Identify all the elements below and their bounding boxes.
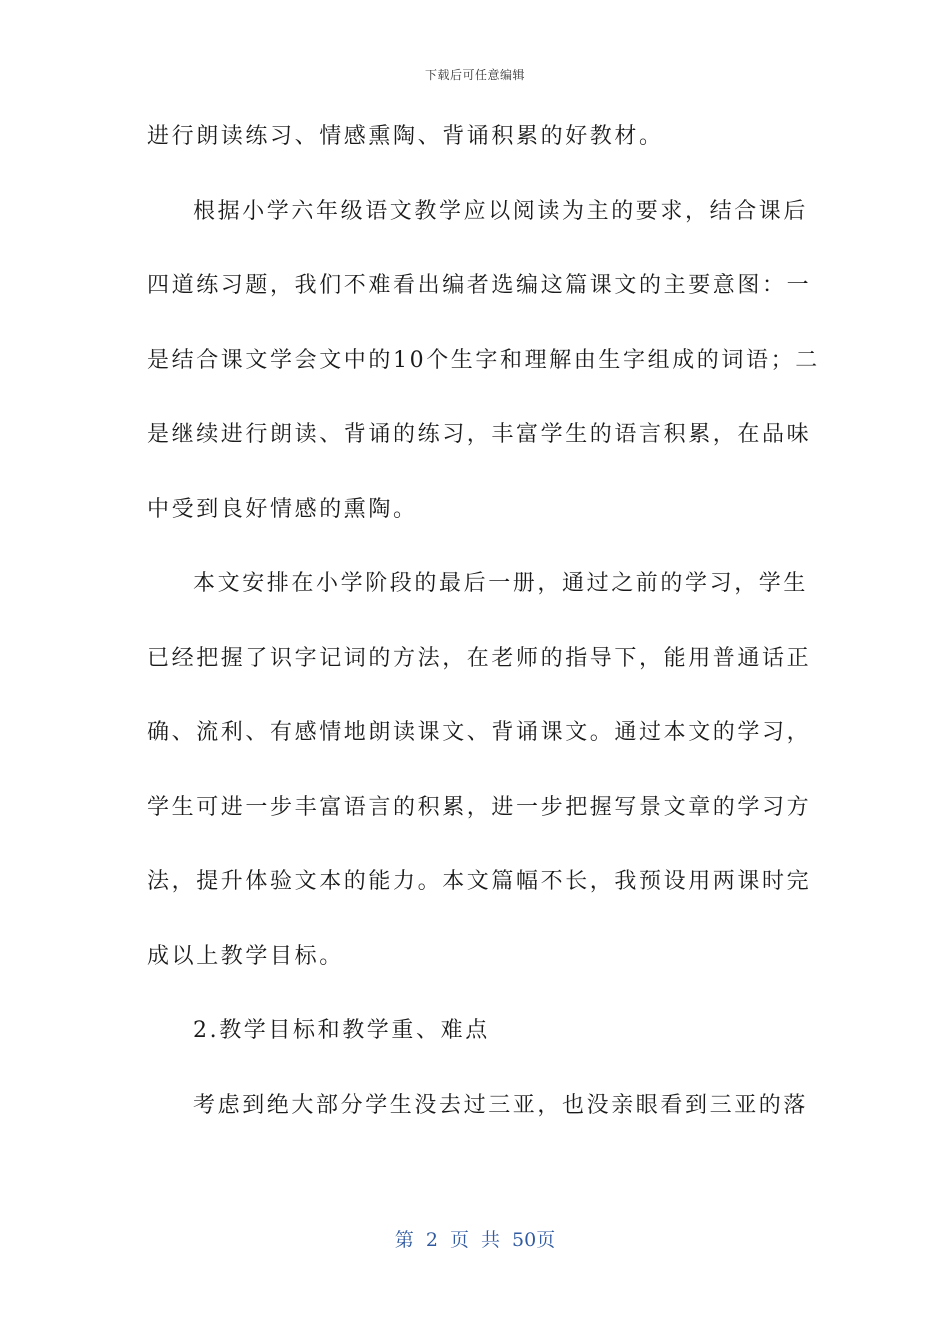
page-header-note: 下载后可任意编辑 — [424, 68, 525, 82]
paragraph-start-line-2: 根据小学六年级语文教学应以阅读为主的要求，结合课后 — [193, 199, 809, 224]
text-line-12: 成以上教学目标。 — [147, 944, 344, 969]
text-line-4: 是结合课文学会文中的10个生字和理解由生字组成的词语；二 — [147, 348, 820, 373]
page-number-footer: 第 2 页 共 50页 — [394, 1229, 556, 1251]
text-line-11: 法，提升体验文本的能力。本文篇幅不长，我预设用两课时完 — [147, 869, 812, 894]
paragraph-start-line-14: 考虑到绝大部分学生没去过三亚，也没亲眼看到三亚的落 — [193, 1093, 809, 1118]
text-line-10: 学生可进一步丰富语言的积累，进一步把握写景文章的学习方 — [147, 795, 812, 820]
text-line-8: 已经把握了识字记词的方法，在老师的指导下，能用普通话正 — [147, 646, 812, 671]
paragraph-start-line-7: 本文安排在小学阶段的最后一册，通过之前的学习，学生 — [193, 571, 809, 596]
text-line-6: 中受到良好情感的熏陶。 — [147, 497, 418, 522]
section-heading: 2.教学目标和教学重、难点 — [193, 1018, 490, 1043]
text-line-1: 进行朗读练习、情感熏陶、背诵积累的好教材。 — [147, 124, 664, 149]
text-line-3: 四道练习题，我们不难看出编者选编这篇课文的主要意图：一 — [147, 273, 812, 298]
text-line-5: 是继续进行朗读、背诵的练习，丰富学生的语言积累，在品味 — [147, 422, 812, 447]
text-line-9: 确、流利、有感情地朗读课文、背诵课文。通过本文的学习， — [147, 720, 812, 745]
